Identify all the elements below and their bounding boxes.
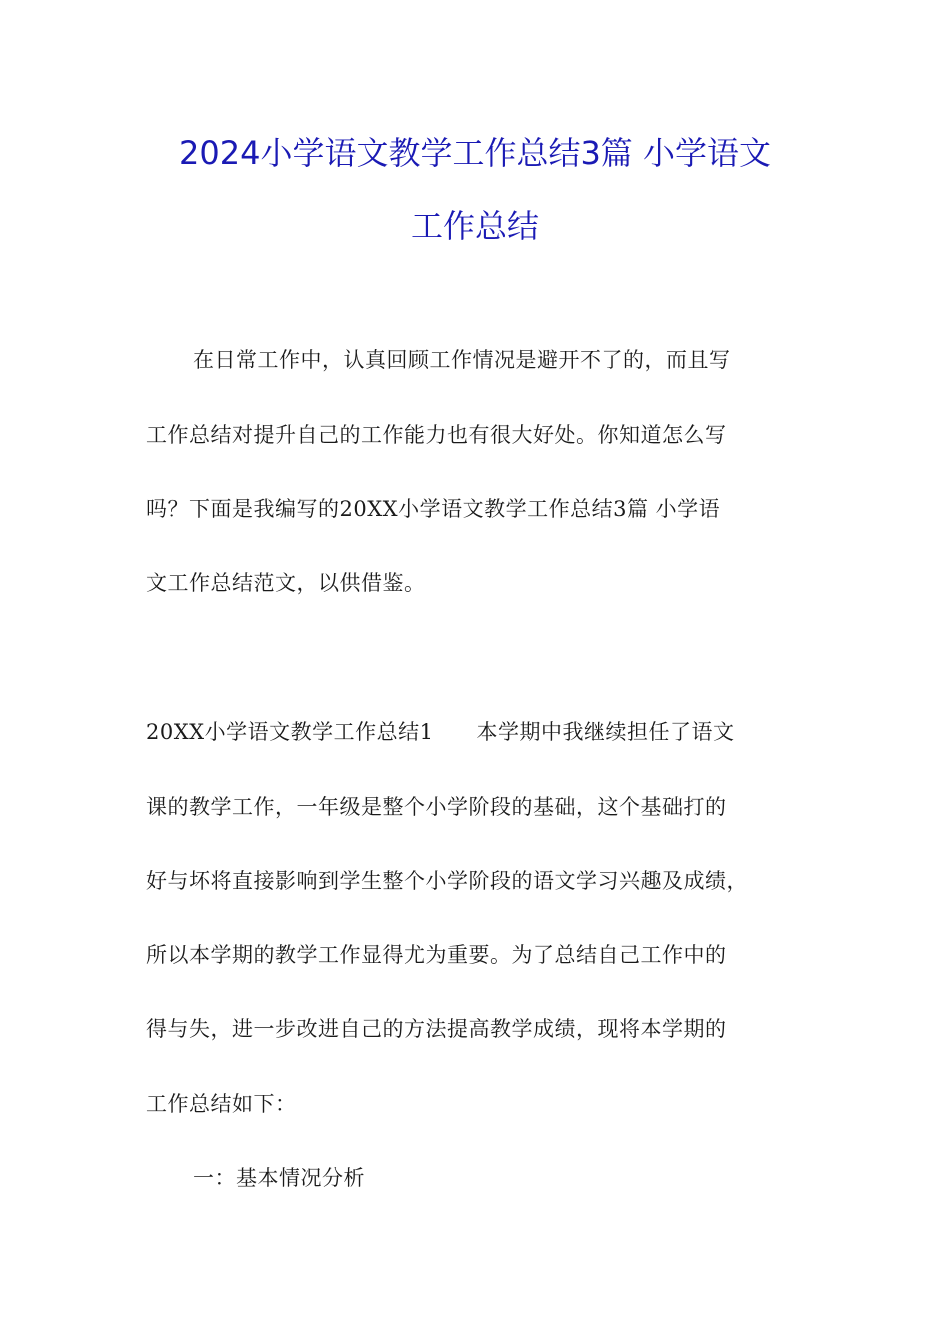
section1-line-6: 工作总结如下： <box>146 1092 297 1116</box>
intro-line-4: 文工作总结范文，以供借鉴。 <box>146 571 426 595</box>
section-heading-1: 一：基本情况分析 <box>193 1166 365 1190</box>
document-title-line-2: 工作总结 <box>410 207 539 245</box>
intro-line-3: 吗？下面是我编写的20XX小学语文教学工作总结3篇 小学语 <box>146 497 721 521</box>
intro-line-2: 工作总结对提升自己的工作能力也有很大好处。你知道怎么写 <box>146 423 727 447</box>
document-title-line-1: 2024小学语文教学工作总结3篇 小学语文 <box>179 134 771 172</box>
intro-line-1: 在日常工作中，认真回顾工作情况是避开不了的，而且写 <box>193 348 731 372</box>
section1-line-3: 好与坏将直接影响到学生整个小学阶段的语文学习兴趣及成绩， <box>146 869 748 893</box>
section1-line-1: 20XX小学语文教学工作总结1 本学期中我继续担任了语文 <box>146 720 735 744</box>
section1-line-4: 所以本学期的教学工作显得尤为重要。为了总结自己工作中的 <box>146 943 727 967</box>
section1-line-2: 课的教学工作，一年级是整个小学阶段的基础，这个基础打的 <box>146 795 727 819</box>
section1-line-5: 得与失，进一步改进自己的方法提高教学成绩，现将本学期的 <box>146 1017 727 1041</box>
